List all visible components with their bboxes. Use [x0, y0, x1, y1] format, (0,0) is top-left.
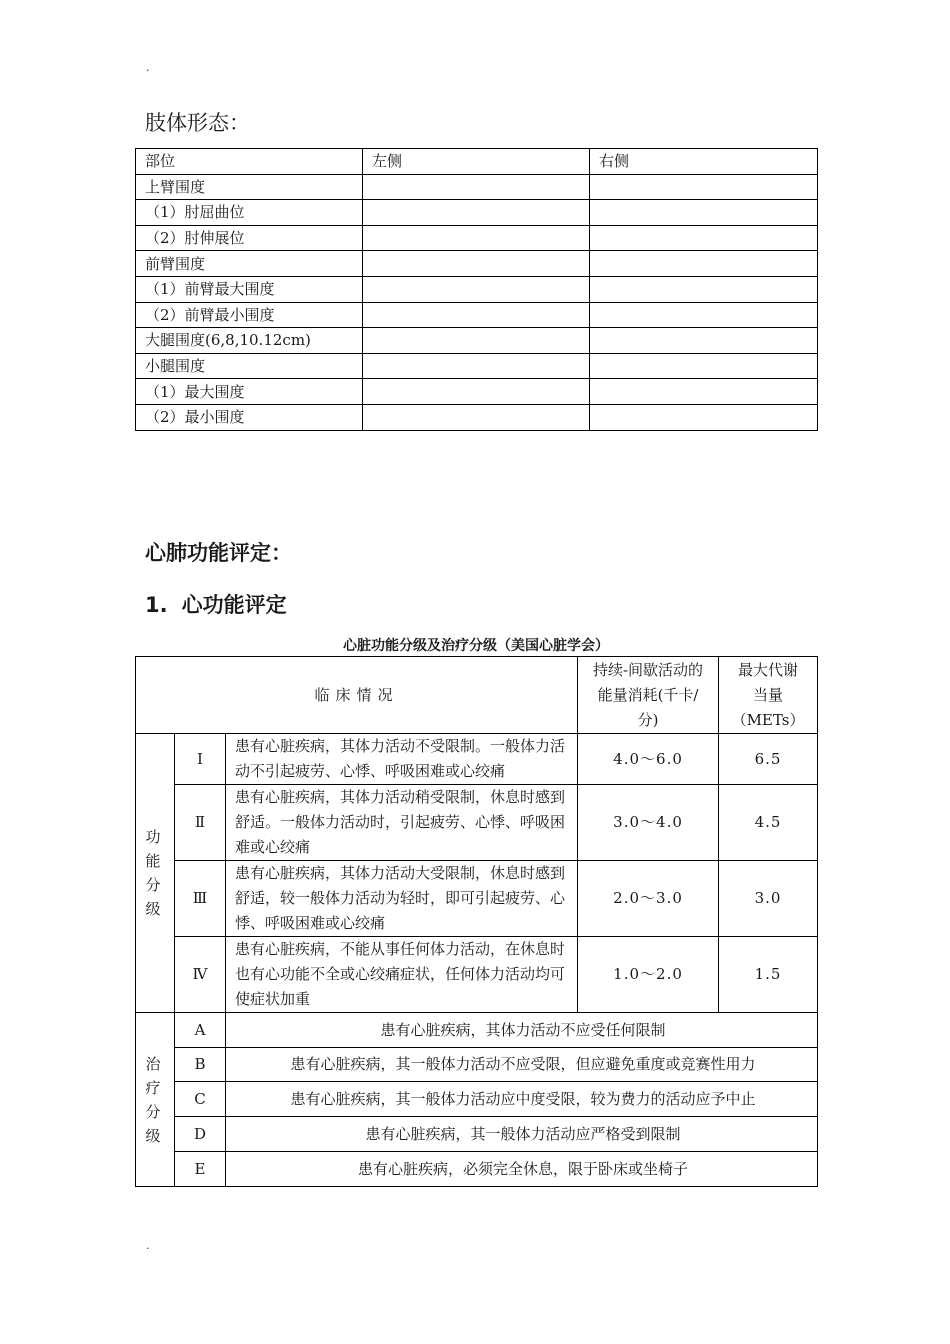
limb-part-cell: （1）最大围度 [136, 379, 363, 405]
table-row [136, 1082, 818, 1117]
limb-left-cell[interactable] [363, 379, 590, 405]
table-row [136, 251, 818, 277]
description-cell: 患有心脏疾病，其一般体力活动应中度受限，较为费力的活动应予中止 [226, 1082, 818, 1117]
limb-right-cell[interactable] [590, 404, 818, 430]
description-cell: 患有心脏疾病，其一般体力活动不应受限，但应避免重度或竞赛性用力 [226, 1048, 818, 1082]
grade-cell: C [175, 1082, 226, 1117]
grade-cell: A [175, 1013, 226, 1048]
table-row [136, 1117, 818, 1152]
mets-cell: 3.0 [719, 861, 818, 937]
table-row [136, 353, 818, 379]
cardio-heading: 心肺功能评定： [145, 541, 292, 565]
limb-part-cell: 上臂围度 [136, 174, 363, 200]
limb-table [135, 148, 818, 431]
limb-right-cell[interactable] [590, 174, 818, 200]
mets-cell: 4.5 [719, 785, 818, 861]
limb-header-row [136, 149, 818, 175]
col-header-left: 左侧 [363, 149, 590, 175]
col-header-mets: 最大代谢当量（METs） [719, 657, 818, 734]
page-top-mark: . [146, 61, 150, 74]
description-cell: 患有心脏疾病，其体力活动不受限制。一般体力活动不引起疲劳、心悸、呼吸困难或心绞痛 [226, 734, 578, 785]
grade-cell: E [175, 1152, 226, 1187]
limb-left-cell[interactable] [363, 328, 590, 354]
limb-right-cell[interactable] [590, 276, 818, 302]
energy-cell: 1.0～2.0 [578, 937, 719, 1013]
limb-left-cell[interactable] [363, 404, 590, 430]
description-cell: 患有心脏疾病，必须完全休息，限于卧床或坐椅子 [226, 1152, 818, 1187]
table-row [136, 1048, 818, 1082]
description-cell: 患有心脏疾病，其一般体力活动应严格受到限制 [226, 1117, 818, 1152]
limb-part-cell: （2）肘伸展位 [136, 225, 363, 251]
grade-cell: Ⅰ [175, 734, 226, 785]
limb-left-cell[interactable] [363, 276, 590, 302]
description-cell: 患有心脏疾病，其体力活动稍受限制，休息时感到舒适。一般体力活动时，引起疲劳、心悸、呼吸困难或心绞痛 [226, 785, 578, 861]
description-cell: 患有心脏疾病，不能从事任何体力活动，在休息时也有心功能不全或心绞痛症状，任何体力活动均可使症状加重 [226, 937, 578, 1013]
table-row [136, 861, 818, 937]
heart-subheading [145, 590, 287, 620]
table-row [136, 174, 818, 200]
limb-part-cell: （2）最小围度 [136, 404, 363, 430]
limb-part-cell: 大腿围度(6,8,10.12cm) [136, 328, 363, 354]
grade-cell: D [175, 1117, 226, 1152]
grade-cell: Ⅲ [175, 861, 226, 937]
table-row [136, 379, 818, 405]
grade-cell: Ⅳ [175, 937, 226, 1013]
function-grade-label: 功能分级 [136, 734, 175, 1013]
limb-part-cell: （1）前臂最大围度 [136, 276, 363, 302]
limb-part-cell: （1）肘屈曲位 [136, 200, 363, 226]
limb-right-cell[interactable] [590, 200, 818, 226]
table-row [136, 734, 818, 785]
heart-subheading-number: 1. [145, 593, 168, 617]
heart-header-row [136, 657, 818, 734]
table-row [136, 276, 818, 302]
energy-cell: 2.0～3.0 [578, 861, 719, 937]
limb-heading: 肢体形态： [145, 111, 250, 135]
limb-part-cell: 小腿围度 [136, 353, 363, 379]
limb-part-cell: （2）前臂最小围度 [136, 302, 363, 328]
table-row [136, 225, 818, 251]
table-row [136, 404, 818, 430]
col-header-right: 右侧 [590, 149, 818, 175]
description-cell: 患有心脏疾病，其体力活动不应受任何限制 [226, 1013, 818, 1048]
table-row [136, 302, 818, 328]
heart-table-caption: 心脏功能分级及治疗分级（美国心脏学会） [343, 638, 609, 654]
table-row [136, 328, 818, 354]
limb-left-cell[interactable] [363, 225, 590, 251]
limb-right-cell[interactable] [590, 353, 818, 379]
heart-subheading-text: 心功能评定 [181, 593, 287, 617]
limb-right-cell[interactable] [590, 302, 818, 328]
limb-right-cell[interactable] [590, 225, 818, 251]
limb-left-cell[interactable] [363, 251, 590, 277]
energy-cell: 4.0～6.0 [578, 734, 719, 785]
limb-left-cell[interactable] [363, 200, 590, 226]
table-row [136, 785, 818, 861]
col-header-part: 部位 [136, 149, 363, 175]
table-row [136, 1152, 818, 1187]
treatment-grade-label: 治疗分级 [136, 1013, 175, 1187]
grade-cell: B [175, 1048, 226, 1082]
col-header-energy: 持续-间歇活动的能量消耗(千卡/分) [578, 657, 719, 734]
limb-left-cell[interactable] [363, 302, 590, 328]
table-row [136, 200, 818, 226]
grade-cell: Ⅱ [175, 785, 226, 861]
col-header-clinical: 临床情况 [136, 657, 578, 734]
limb-right-cell[interactable] [590, 379, 818, 405]
description-cell: 患有心脏疾病，其体力活动大受限制，休息时感到舒适，较一般体力活动为轻时，即可引起疲劳、心悸、呼吸困难或心绞痛 [226, 861, 578, 937]
limb-right-cell[interactable] [590, 328, 818, 354]
limb-left-cell[interactable] [363, 174, 590, 200]
heart-function-table [135, 656, 818, 1187]
table-row [136, 937, 818, 1013]
table-row [136, 1013, 818, 1048]
page-bottom-mark: . [146, 1239, 150, 1252]
limb-left-cell[interactable] [363, 353, 590, 379]
limb-part-cell: 前臂围度 [136, 251, 363, 277]
energy-cell: 3.0～4.0 [578, 785, 719, 861]
mets-cell: 1.5 [719, 937, 818, 1013]
limb-right-cell[interactable] [590, 251, 818, 277]
mets-cell: 6.5 [719, 734, 818, 785]
